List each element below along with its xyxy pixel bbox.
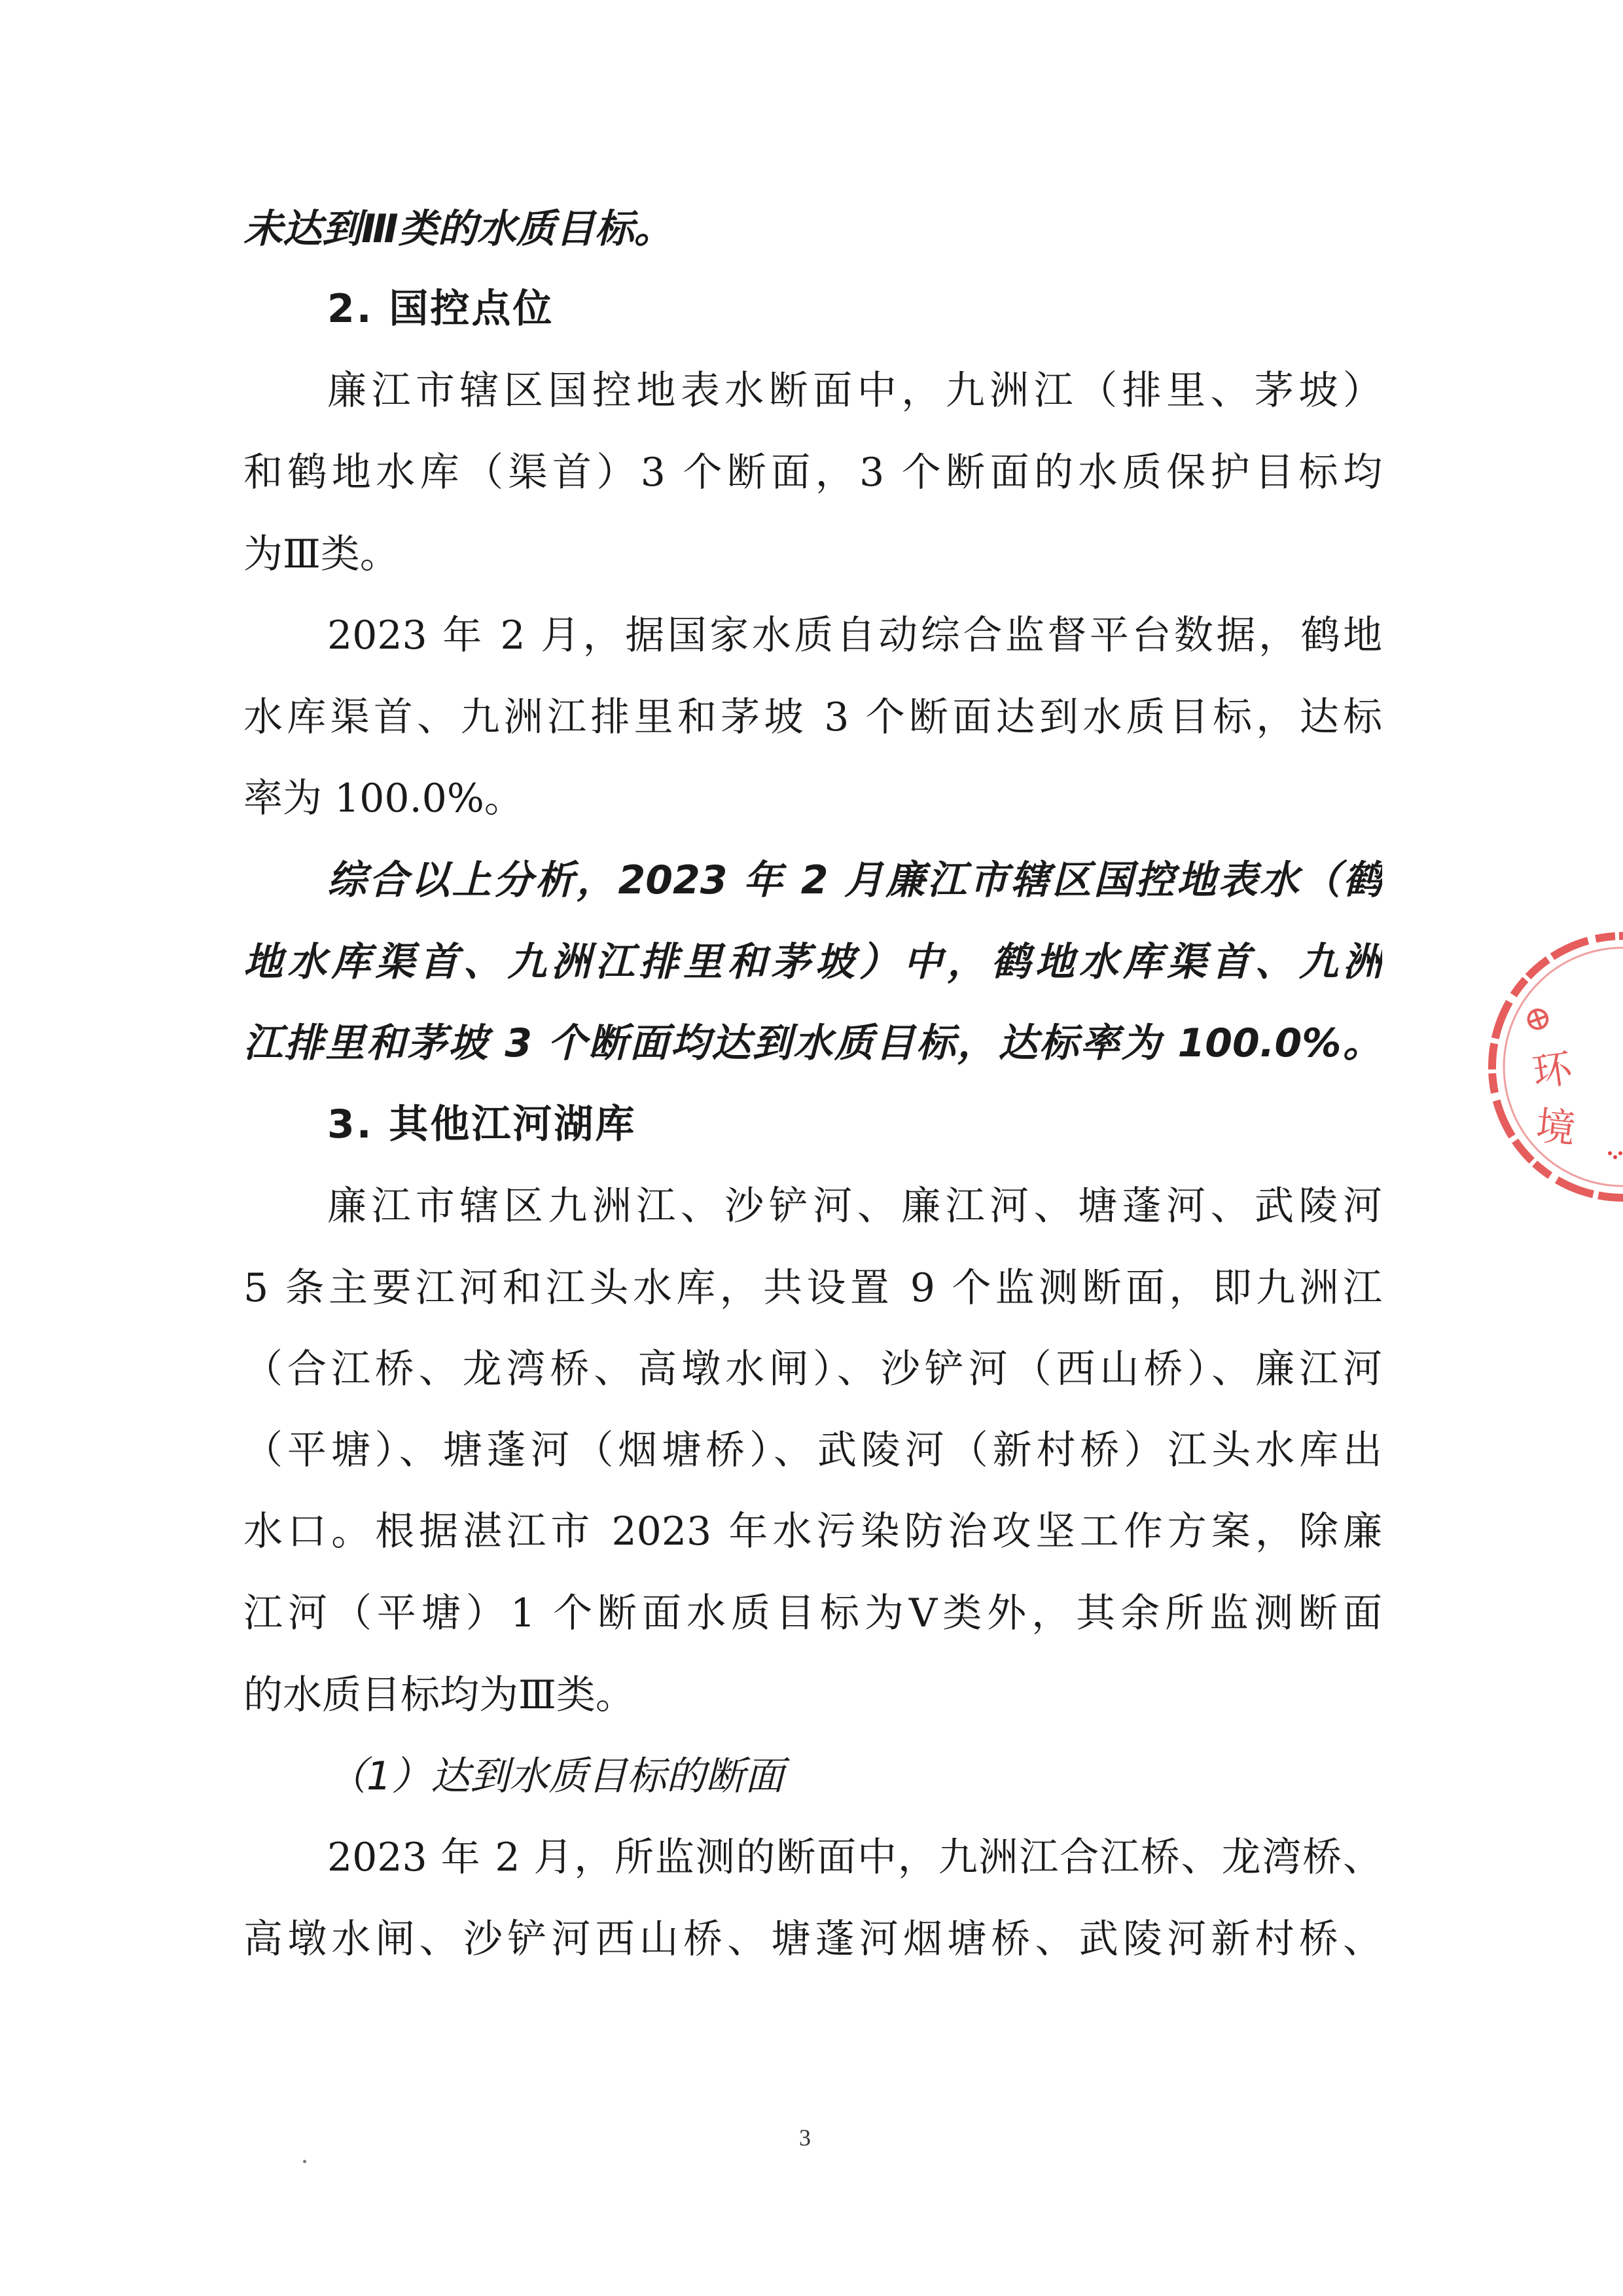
- paragraph-line: 廉江市辖区国控地表水断面中，九洲江（排里、茅坡）: [327, 368, 1382, 414]
- paragraph-line: 2023 年 2 月，据国家水质自动综合监督平台数据，鹤地: [327, 613, 1382, 658]
- paragraph-line: 2023 年 2 月，所监测的断面中，九洲江合江桥、龙湾桥、: [327, 1835, 1382, 1880]
- paragraph-line: （合江桥、龙湾桥、高墩水闸）、沙铲河（西山桥）、廉江河: [243, 1346, 1382, 1392]
- paragraph-line: 和鹤地水库（渠首）3 个断面，3 个断面的水质保护目标均: [243, 450, 1382, 495]
- paragraph-line: 水库渠首、九洲江排里和茅坡 3 个断面达到水质目标，达标: [243, 694, 1382, 740]
- paragraph-line: 的水质目标均为Ⅲ类。: [243, 1672, 635, 1718]
- paragraph-line: 为Ⅲ类。: [243, 531, 399, 577]
- subsection-heading: （1）达到水质目标的断面: [327, 1753, 785, 1799]
- svg-text:环: 环: [1529, 1045, 1575, 1096]
- paragraph-line: 5 条主要江河和江头水库，共设置 9 个监测断面，即九洲江: [243, 1265, 1382, 1311]
- summary-line: 江排里和茅坡 3 个断面均达到水质目标，达标率为 100.0%。: [243, 1020, 1382, 1066]
- scan-speck: [303, 2160, 306, 2163]
- section-heading: 3. 其他江河湖库: [327, 1102, 637, 1147]
- summary-line: 综合以上分析，2023 年 2 月廉江市辖区国控地表水（鹤: [327, 857, 1382, 903]
- svg-text:⊕: ⊕: [1517, 995, 1558, 1043]
- section-heading: 2. 国控点位: [327, 286, 554, 332]
- paragraph-line: （平塘）、塘蓬河（烟塘桥）、武陵河（新村桥）江头水库出: [243, 1427, 1382, 1473]
- svg-text:境: 境: [1533, 1103, 1578, 1153]
- paragraph-line: 高墩水闸、沙铲河西山桥、塘蓬河烟塘桥、武陵河新村桥、: [243, 1916, 1382, 1962]
- paragraph-line: 江河（平塘）1 个断面水质目标为Ⅴ类外，其余所监测断面: [243, 1590, 1382, 1636]
- summary-line: 地水库渠首、九洲江排里和茅坡）中，鹤地水库渠首、九洲: [243, 939, 1382, 985]
- paragraph-line: 廉江市辖区九洲江、沙铲河、廉江河、塘蓬河、武陵河: [327, 1183, 1382, 1229]
- page-number: 3: [799, 2125, 811, 2151]
- paragraph-line: 未达到Ⅲ类的水质目标。: [243, 206, 673, 252]
- official-seal: [1482, 910, 1623, 1224]
- paragraph-line: 率为 100.0%。: [243, 776, 524, 821]
- paragraph-line: 水口。根据湛江市 2023 年水污染防治攻坚工作方案，除廉: [243, 1509, 1382, 1554]
